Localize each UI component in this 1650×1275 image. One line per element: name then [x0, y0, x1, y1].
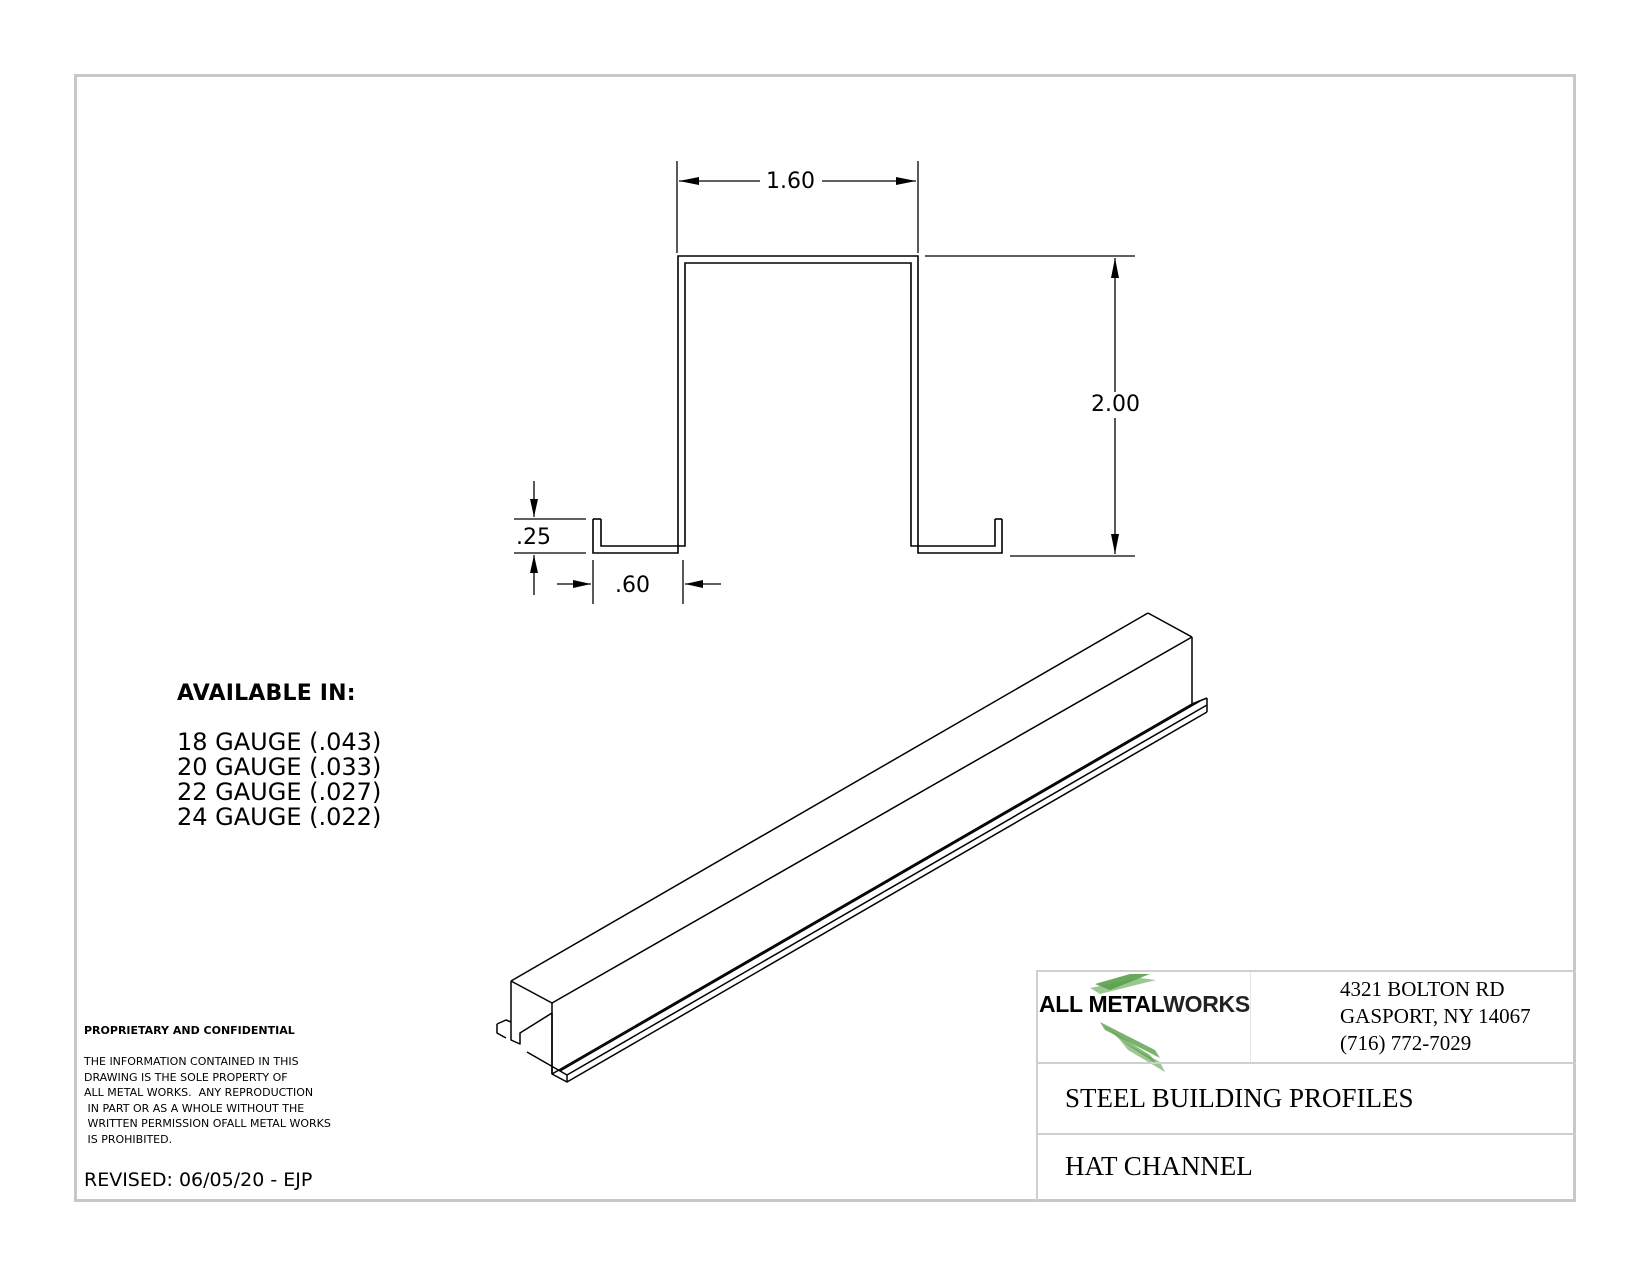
gauge-list: [177, 730, 381, 830]
phone-number: (716) 772-7029: [1340, 1031, 1472, 1055]
notice-line: IN PART OR AS A WHOLE WITHOUT THE: [84, 1101, 305, 1115]
availability-title: AVAILABLE IN:: [177, 681, 356, 706]
logo-text-part2: WORKS: [1163, 991, 1250, 1017]
gauge-item: 20 GAUGE (.033): [177, 753, 382, 781]
gauge-item: 22 GAUGE (.027): [177, 778, 382, 806]
profile-inner: [601, 263, 995, 546]
address-line1: 4321 BOLTON RD: [1340, 977, 1505, 1001]
dim-lip-label: .25: [516, 525, 551, 550]
title-block-row-divider: [1036, 1133, 1576, 1135]
notice-title: PROPRIETARY AND CONFIDENTIAL: [84, 1024, 295, 1037]
address-line2: GASPORT, NY 14067: [1340, 1004, 1531, 1028]
title-block-left-border: [1036, 970, 1038, 1202]
logo-divider: [1250, 970, 1251, 1062]
notice-line: WRITTEN PERMISSION OFALL METAL WORKS: [84, 1117, 331, 1130]
dim-width-label: 1.60: [766, 169, 815, 194]
company-logo: [1039, 991, 1250, 1018]
notice-line: DRAWING IS THE SOLE PROPERTY OF: [84, 1070, 288, 1084]
logo-text-part1: ALL METAL: [1039, 991, 1164, 1017]
dim-flange-label: .60: [615, 573, 650, 598]
logo-mark: [1090, 974, 1165, 1072]
notice-line: THE INFORMATION CONTAINED IN THIS: [84, 1055, 299, 1068]
dimension-lines: [514, 161, 1135, 604]
notice-line: IS PROHIBITED.: [84, 1132, 173, 1146]
profile-outer: [593, 256, 1002, 553]
dimension-arrows: [530, 177, 1119, 588]
part-name: HAT CHANNEL: [1065, 1151, 1253, 1181]
notice-body: [84, 1054, 374, 1147]
drawing-category: STEEL BUILDING PROFILES: [1065, 1083, 1414, 1113]
gauge-item: 18 GAUGE (.043): [177, 728, 382, 756]
notice-line: ALL METAL WORKS. ANY REPRODUCTION: [84, 1086, 314, 1099]
company-address: [1340, 976, 1531, 1057]
gauge-item: 24 GAUGE (.022): [177, 803, 382, 831]
title-block-top-border: [1036, 970, 1576, 972]
title-block-row-divider: [1036, 1062, 1576, 1064]
dim-height-label: 2.00: [1091, 392, 1140, 417]
revision-note: REVISED: 06/05/20 - EJP: [84, 1169, 313, 1191]
